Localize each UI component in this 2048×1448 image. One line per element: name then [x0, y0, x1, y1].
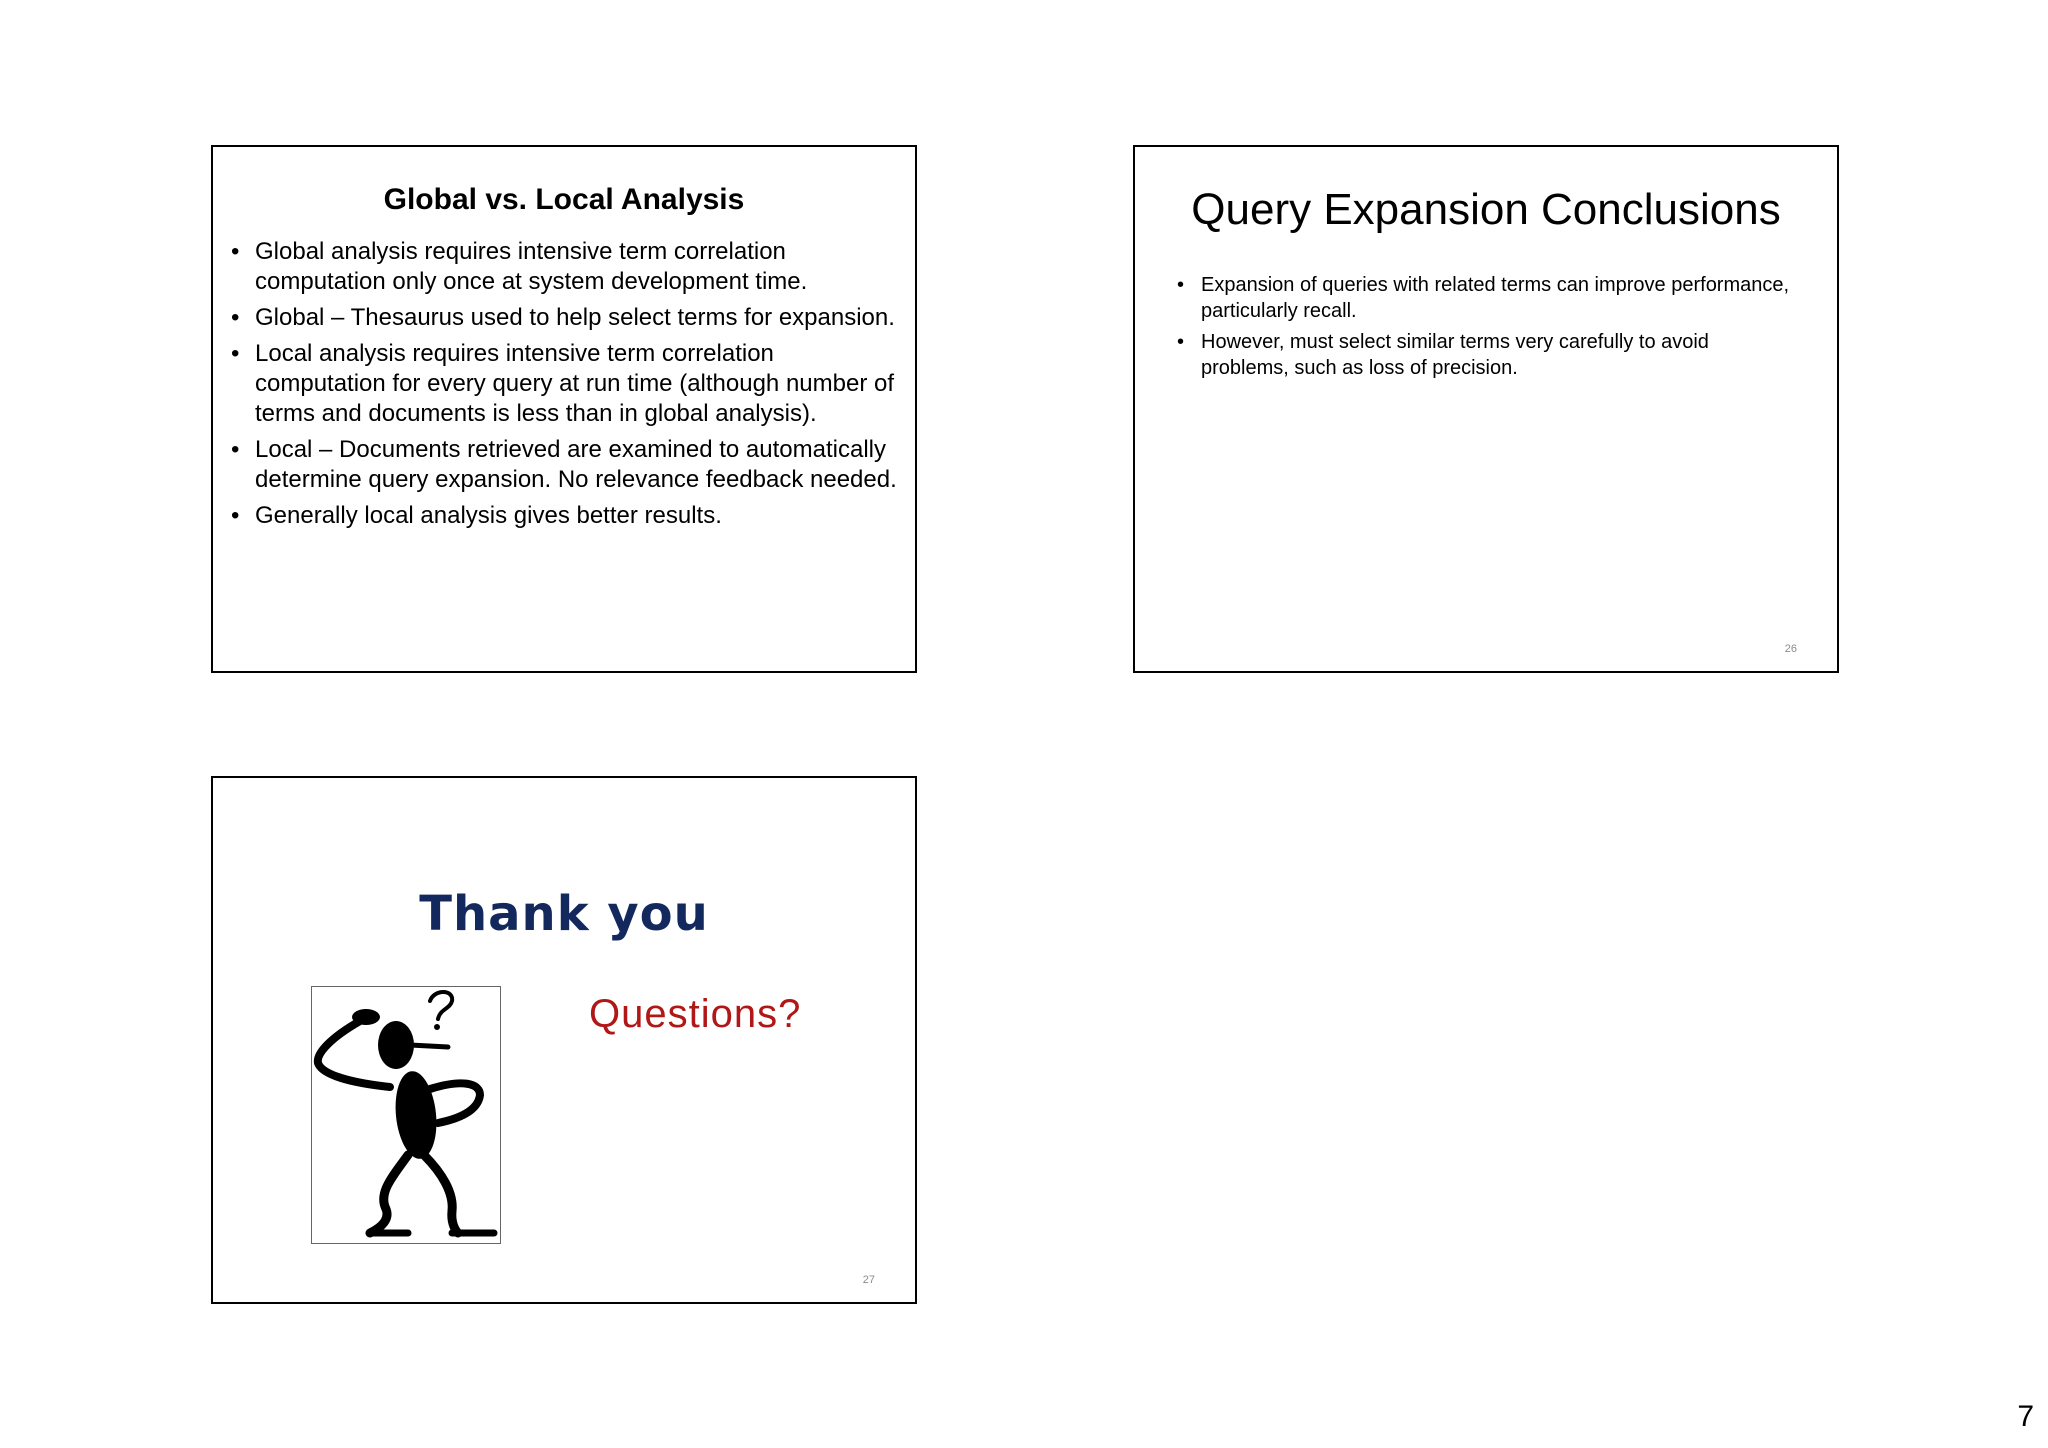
bullet-icon: •: [1177, 331, 1185, 353]
slide-query-expansion-conclusions: [1133, 145, 1839, 673]
bullet-text: Generally local analysis gives better results.: [255, 502, 722, 529]
bullet-text: Local analysis requires intensive term correlation computation for every query at run time (although number of terms and documents is less than in global analysis).: [255, 340, 894, 427]
bullet-list: [1173, 272, 1793, 386]
page-number: 7: [2017, 1400, 2034, 1433]
bullet-list: [225, 237, 905, 537]
list-item: [1173, 272, 1793, 324]
bullet-icon: •: [231, 340, 240, 367]
slide-title: Query Expansion Conclusions: [1191, 185, 1781, 234]
list-item: [225, 339, 905, 429]
bullet-icon: •: [231, 436, 240, 463]
list-item: [225, 237, 905, 297]
confused-stick-figure-icon: [311, 986, 501, 1244]
bullet-text: However, must select similar terms very carefully to avoid problems, such as loss of precision.: [1201, 331, 1709, 379]
bullet-text: Expansion of queries with related terms can improve performance, particularly recall.: [1201, 274, 1790, 322]
bullet-text: Global – Thesaurus used to help select terms for expansion.: [255, 304, 895, 331]
slide-global-vs-local: [211, 145, 917, 673]
list-item: [225, 303, 905, 333]
list-item: [225, 501, 905, 531]
bullet-text: Local – Documents retrieved are examined to automatically determine query expansion. No relevance feedback needed.: [255, 436, 897, 493]
slide-thank-you: [211, 776, 917, 1304]
list-item: [1173, 329, 1793, 381]
bullet-icon: •: [1177, 274, 1185, 296]
bullet-icon: •: [231, 238, 240, 265]
slide-number: 27: [862, 1274, 875, 1286]
slide-title: Global vs. Local Analysis: [383, 183, 745, 216]
thank-you-heading: Thank you: [419, 886, 709, 942]
bullet-text: Global analysis requires intensive term correlation computation only once at system development time.: [255, 238, 808, 295]
slide-number: 26: [1784, 643, 1797, 655]
list-item: [225, 435, 905, 495]
questions-heading: Questions?: [589, 992, 802, 1036]
bullet-icon: •: [231, 502, 240, 529]
bullet-icon: •: [231, 304, 240, 331]
